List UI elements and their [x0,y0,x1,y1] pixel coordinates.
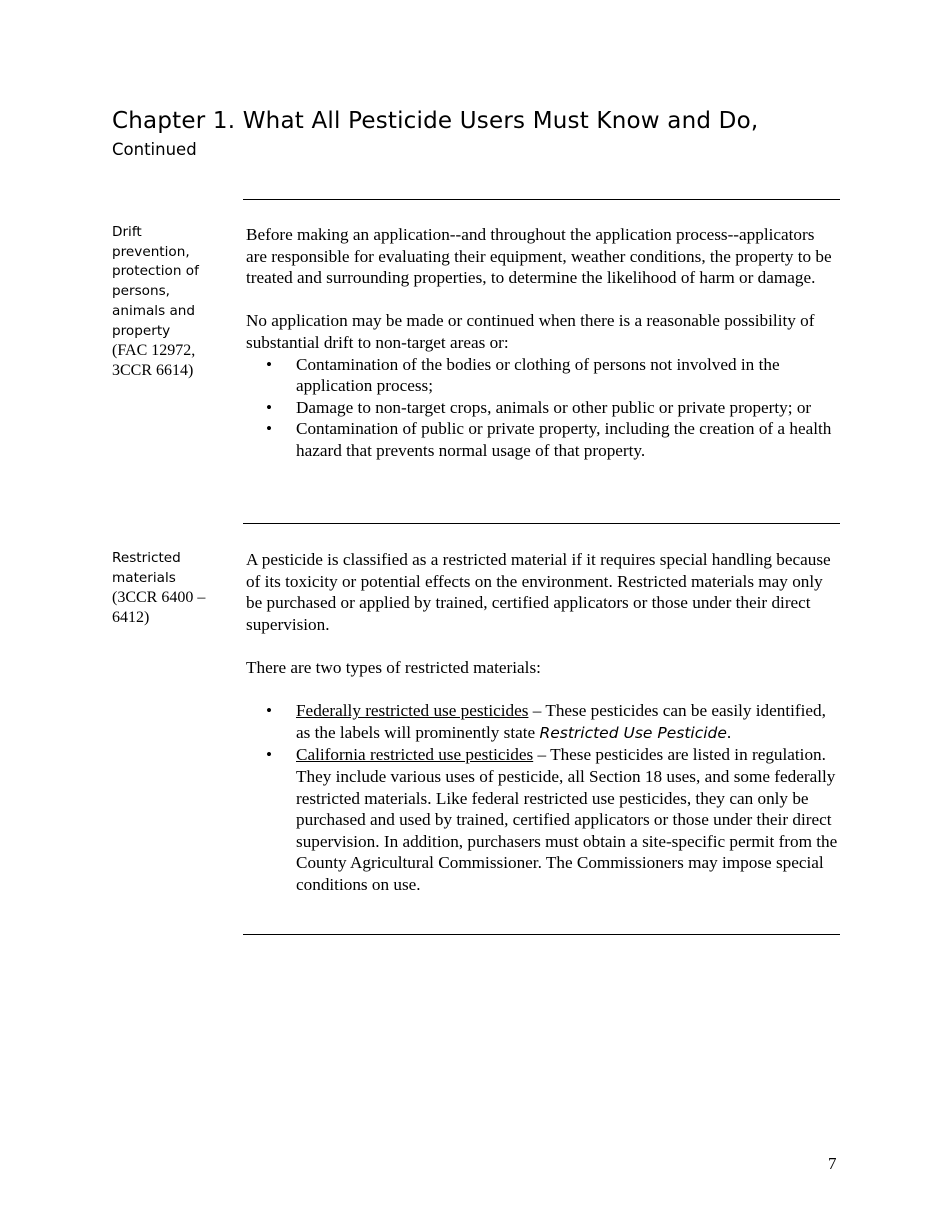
list-item [246,418,838,461]
list-item-text: Contamination of the bodies or clothing of persons not involved in the application process; [296,354,780,396]
bullet-icon: • [266,354,273,374]
list-item-text: – These pesticides can be easily identified, as the labels will prominently state [296,701,826,742]
list-item [246,744,838,895]
section-divider [243,199,840,200]
section-body-drift [246,224,838,462]
term-federal: Federally restricted use pesticides [296,701,529,721]
bullet-list [246,700,838,895]
paragraph: There are two types of restricted materials: [246,657,541,677]
emphasis-term: Restricted Use Pesticide [539,723,727,742]
section-citation: (FAC 12972, 3CCR 6614) [112,342,196,379]
section-body-restricted [246,549,838,896]
bullet-icon: • [266,701,273,721]
list-item-end: . [726,722,732,742]
page-number: 7 [828,1154,837,1173]
list-item [246,354,838,397]
list-item [246,397,838,419]
section-label-text: Drift prevention, protection of persons, animals and property [112,224,199,339]
paragraph: No application may be made or continued when there is a reasonable possibility of substantial drift to non-target areas or: [246,311,815,352]
list-item-text: Damage to non-target crops, animals or other public or private property; or [296,397,812,417]
section-divider [243,934,840,935]
bullet-icon: • [266,745,273,765]
section-divider [243,523,840,524]
section-label-drift [112,223,216,381]
list-item-text: – These pesticides are listed in regulation. They include various uses of pesticide, all Section 18 uses, and some federally restricted materials. Like federal restricted use pesticides, they can only be purchased and used by trained, certified applicators or those under their direct supervision. In addition, purchasers must obtain a site-specific permit from the County Agricultural Commissioner. The Commissioners may impose special conditions on use. [296,745,838,894]
paragraph: A pesticide is classified as a restricted material if it requires special handling because of its toxicity or potential effects on the environment. Restricted materials may only be purchased or applied by trained, certified applicators or those under their direct supervision. [246,550,831,634]
bullet-icon: • [266,397,273,417]
term-california: California restricted use pesticides [296,745,534,765]
section-citation: (3CCR 6400 – 6412) [112,589,206,627]
section-label-text: Restricted materials [112,550,181,586]
section-label-restricted [112,549,216,628]
bullet-list [246,354,838,462]
list-item [246,700,838,744]
list-item-text: Contamination of public or private property, including the creation of a health hazard that prevents normal usage of that property. [296,419,832,460]
bullet-icon: • [266,419,273,439]
page-subtitle: Continued [112,140,197,159]
paragraph: Before making an application--and throughout the application process--applicators are responsible for evaluating their equipment, weather conditions, the property to be treated and surrounding properties, to determine the likelihood of harm or damage. [246,225,832,288]
page-title: Chapter 1. What All Pesticide Users Must Know and Do, [112,108,759,134]
